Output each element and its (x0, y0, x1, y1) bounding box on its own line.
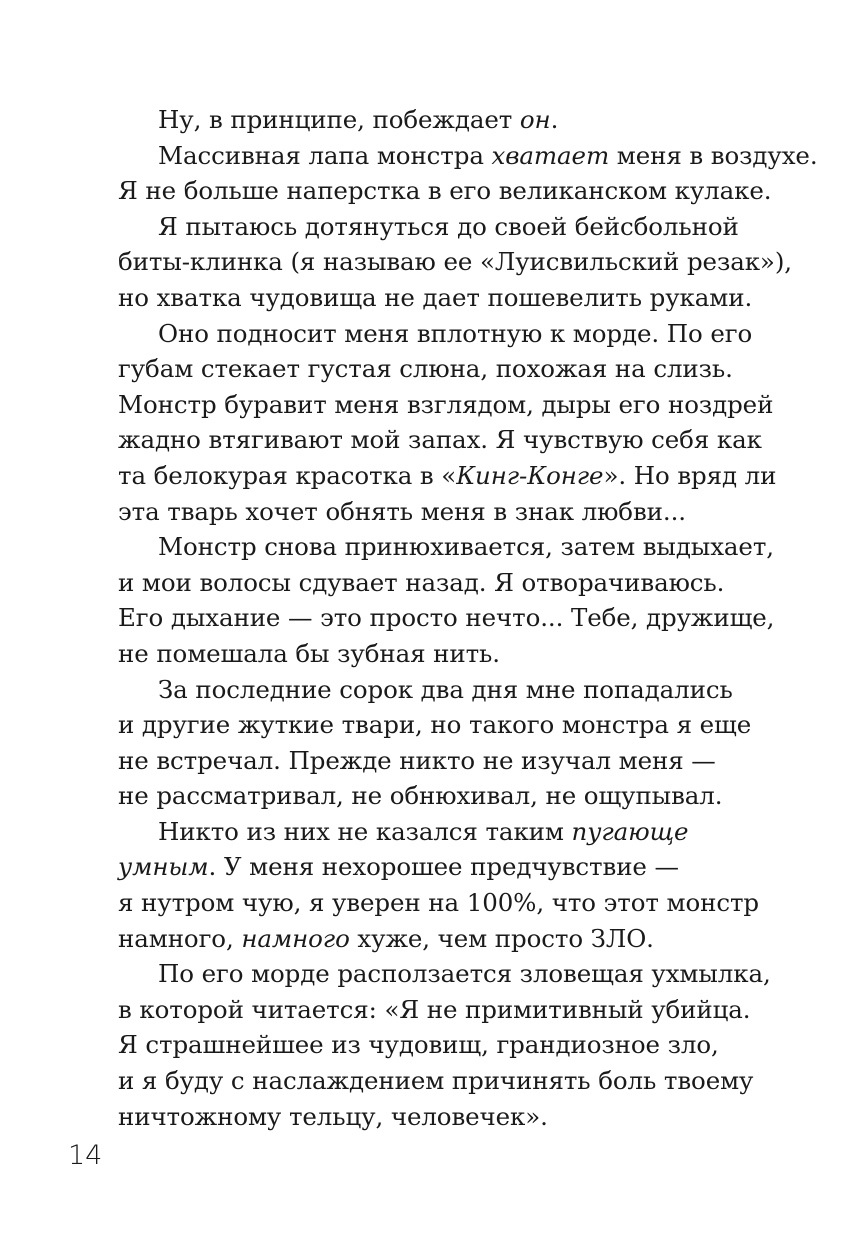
text-line: Оно подносит меня вплотную к морде. По его (158, 318, 753, 348)
text-line: не рассматривал, не обнюхивал, не ощупывал. (118, 781, 723, 811)
text-line: ничтожному тельцу, человечек». (118, 1101, 548, 1131)
text-line: жадно втягивают мой запах. Я чувствую себя как (118, 425, 762, 455)
text-line: Ну, в принципе, побеждает он. (158, 105, 559, 134)
text-line: и другие жуткие твари, но такого монстра я еще (118, 710, 752, 740)
text-line: та белокурая красотка в «Кинг-Конге». Но вряд ли (118, 460, 777, 490)
text-line: Никто из них не казался таким пугающе (158, 816, 689, 846)
text-line: Его дыхание — это просто нечто... Тебе, дружище, (118, 603, 775, 633)
text-line: и я буду с наслаждением причинять боль твоему (118, 1066, 754, 1096)
text-line: но хватка чудовища не дает пошевелить руками. (118, 282, 753, 312)
text-line: Массивная лапа монстра хватает меня в воздухе. (158, 140, 818, 170)
text-line: За последние сорок два дня мне попадались (158, 674, 733, 704)
text-line: биты-клинка (я называю ее «Луисвильский резак»), (118, 247, 792, 277)
page-number: 14 (68, 1140, 103, 1171)
text-line: Я страшнейшее из чудовищ, грандиозное зло, (118, 1030, 719, 1060)
text-line: губам стекает густая слюна, похожая на слизь. (118, 354, 733, 384)
text-line: Монстр снова принюхивается, затем выдыхает, (158, 532, 774, 562)
book-page-text (118, 102, 818, 1134)
text-line: и мои волосы сдувает назад. Я отворачиваюсь. (118, 567, 725, 597)
text-line: не встречал. Прежде никто не изучал меня — (118, 745, 716, 775)
text-line: не помешала бы зубная нить. (118, 638, 500, 668)
text-line: намного, намного хуже, чем просто ЗЛО. (118, 923, 654, 953)
text-line: умным. У меня нехорошее предчувствие — (118, 852, 679, 882)
text-line: Монстр буравит меня взглядом, дыры его ноздрей (118, 389, 774, 419)
text-line: я нутром чую, я уверен на 100%, что этот монстр (118, 888, 759, 918)
text-line: Я пытаюсь дотянуться до своей бейсбольной (158, 211, 739, 241)
text-line: По его морде расползается зловещая ухмылка, (158, 959, 771, 989)
text-line: эта тварь хочет обнять меня в знак любви... (118, 496, 686, 526)
text-line: в которой читается: «Я не примитивный убийца. (118, 994, 751, 1024)
text-line: Я не больше наперстка в его великанском кулаке. (118, 176, 772, 206)
